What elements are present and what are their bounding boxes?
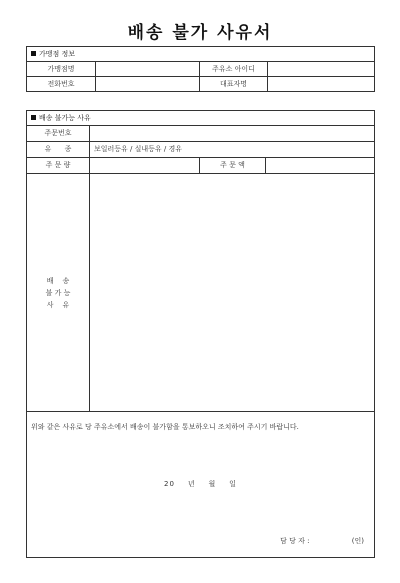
- signer-line[interactable]: 담 당 자 : (인): [280, 537, 364, 545]
- merchant-info-heading-text: 가맹점 정보: [39, 50, 76, 58]
- date-line[interactable]: 20 년 월 일: [164, 480, 237, 488]
- merchant-name-label: 가맹점명: [47, 65, 75, 73]
- order-amount-label: 주 문 액: [199, 158, 265, 173]
- representative-field[interactable]: [267, 77, 374, 91]
- order-number-field[interactable]: [89, 126, 374, 141]
- order-amount-field[interactable]: [265, 158, 374, 173]
- shop-id-field[interactable]: [267, 62, 374, 76]
- order-number-row: [27, 126, 374, 142]
- reason-heading: [27, 111, 374, 126]
- order-qty-row: [27, 158, 374, 174]
- order-qty-label: 주 문 량: [45, 161, 71, 169]
- square-bullet-icon: [31, 115, 36, 120]
- shop-id-label: 주유소 아이디: [199, 62, 267, 76]
- fuel-type-row: [27, 142, 374, 158]
- reason-label-line: 사 유: [46, 300, 70, 309]
- representative-label: 대표자명: [199, 77, 267, 91]
- phone-field[interactable]: [95, 77, 199, 91]
- delivery-reason-box: [26, 110, 375, 558]
- notice-statement: 위와 같은 사유로 당 주유소에서 배송이 불가함을 통보하오니 조치하여 주시기 바랍니다.: [31, 423, 299, 431]
- phone-label: 전화번호: [47, 80, 75, 88]
- reason-label-line: 불 가 능: [45, 288, 71, 297]
- merchant-row-2: [27, 77, 374, 91]
- square-bullet-icon: [31, 51, 36, 56]
- fuel-type-label: 유 종: [44, 145, 72, 153]
- order-number-label: 주문번호: [44, 129, 72, 137]
- form-footer: [27, 412, 374, 557]
- page-title: 배송 불가 사유서: [127, 23, 273, 43]
- merchant-name-field[interactable]: [95, 62, 199, 76]
- reason-heading-text: 배송 불가능 사유: [39, 114, 91, 122]
- reason-row: [27, 174, 374, 412]
- merchant-info-heading: [27, 47, 374, 62]
- merchant-row-1: [27, 62, 374, 77]
- reason-text-area[interactable]: [89, 174, 374, 411]
- merchant-info-box: [26, 46, 375, 92]
- reason-label: [27, 174, 89, 411]
- order-qty-field[interactable]: [89, 158, 199, 173]
- fuel-type-options[interactable]: 보일러등유 / 실내등유 / 경유: [89, 142, 374, 157]
- reason-label-line: 배 송: [46, 276, 70, 285]
